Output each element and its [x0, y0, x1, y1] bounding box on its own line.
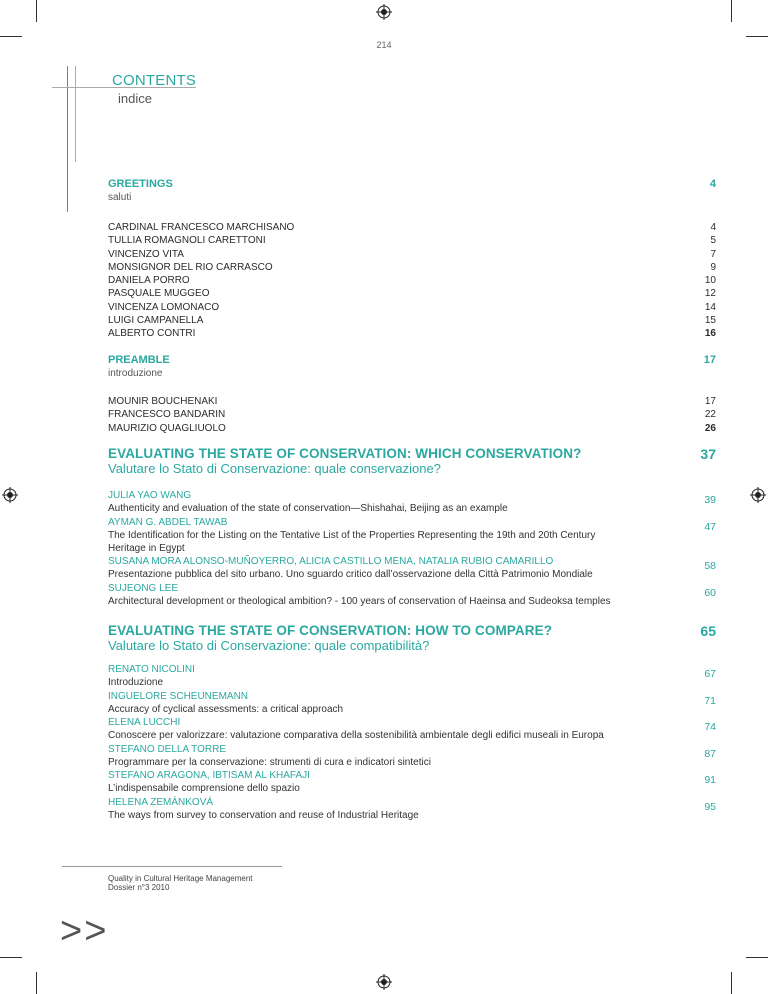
entry-name: PASQUALE MUGGEO: [108, 288, 210, 300]
footer-journal: Quality in Cultural Heritage Management: [108, 874, 253, 883]
contents-subtitle: indice: [118, 91, 152, 106]
entry-title: Conoscere per valorizzare: valutazione comparativa della sostenibilità ambientale degli edifici museali in Europa: [108, 730, 604, 741]
paper-entry: [108, 796, 716, 822]
entry-page: 67: [704, 668, 716, 680]
registration-mark-icon: [376, 4, 392, 20]
paper-entry: [108, 743, 716, 769]
entry-page: 16: [704, 328, 716, 340]
paper-entry: [108, 769, 716, 795]
registration-mark-icon: [2, 487, 18, 503]
entry-title: The Identification for the Listing on the Tentative List of the Properties Representing the 19th and 20th Century: [108, 529, 596, 541]
entry-page: 4: [710, 222, 716, 233]
entry-title: The ways from survey to conservation and reuse of Industrial Heritage: [108, 809, 419, 821]
registration-mark-icon: [376, 974, 392, 990]
section-subtitle: introduzione: [108, 368, 163, 379]
footer-dossier: Dossier n°3 2010: [108, 883, 170, 892]
registration-mark-icon: [750, 487, 766, 503]
entry-title: Architectural development or theological ambition? - 100 years of conservation of Haeinsa and Sudeoksa temples: [108, 595, 611, 607]
section-title: EVALUATING THE STATE OF CONSERVATION: HOW TO COMPARE?: [108, 623, 553, 638]
section-page: 65: [700, 623, 716, 639]
entry-page: 9: [710, 261, 716, 273]
entry-page: 26: [704, 422, 716, 434]
entry-title: Accuracy of cyclical assessments: a critical approach: [108, 703, 344, 715]
entry-name: VINCENZO VITA: [108, 248, 184, 260]
entry-page: 58: [704, 560, 716, 572]
crop-mark: [746, 957, 768, 958]
footer-rule: [62, 866, 282, 867]
entry-name: CARDINAL FRANCESCO MARCHISANO: [108, 222, 295, 233]
entry-name: DANIELA PORRO: [108, 275, 190, 287]
crop-mark: [746, 36, 768, 37]
entry-page: 91: [704, 774, 716, 786]
entry-page: 39: [704, 494, 716, 506]
entry-page: 15: [704, 315, 716, 327]
paper-entry: [108, 716, 716, 742]
compare-section: [108, 623, 716, 653]
section-title: GREETINGS: [108, 178, 173, 190]
entry-name: LUIGI CAMPANELLA: [108, 315, 204, 327]
paper-entry: [108, 690, 716, 716]
entry-name: ALBERTO CONTRI: [108, 328, 196, 340]
crop-mark: [731, 972, 732, 994]
section-page: 37: [700, 446, 716, 462]
entry-page: 5: [710, 235, 716, 247]
entry-page: 71: [704, 694, 716, 707]
paper-entry: [108, 663, 716, 689]
entry-page: 17: [704, 396, 716, 407]
entry-page: 14: [704, 301, 716, 313]
entry-page: 10: [704, 275, 716, 287]
entry-author: AYMAN G. ABDEL TAWAB: [108, 516, 228, 528]
header-vline-inner: [75, 66, 76, 162]
page-number: 214: [376, 40, 392, 50]
entry-author: STEFANO DELLA TORRE: [108, 743, 227, 755]
entry-page: 7: [710, 248, 716, 260]
entry-title: L’indispensabile comprensione dello spazio: [108, 783, 300, 794]
section-page: 17: [703, 354, 716, 366]
entry-author: HELENA ZEMÁNKOVÁ: [108, 796, 214, 808]
entry-author: SUJEONG LEE: [108, 582, 179, 594]
which-entries: [108, 489, 716, 614]
entry-name: TULLIA ROMAGNOLI CARETTONI: [108, 235, 266, 247]
entry-name: MONSIGNOR DEL RIO CARRASCO: [108, 261, 273, 273]
crop-mark: [36, 972, 37, 994]
compare-entries: [108, 663, 716, 833]
entry-name: MOUNIR BOUCHENAKI: [108, 396, 218, 407]
which-section: [108, 446, 716, 476]
entry-page: 12: [704, 288, 716, 300]
section-title: PREAMBLE: [108, 354, 170, 366]
entry-author: STEFANO ARAGONA, IBTISAM AL KHAFAJI: [108, 770, 310, 781]
entry-page: 87: [704, 747, 716, 760]
paper-entry: [108, 489, 716, 515]
crop-mark: [731, 0, 732, 22]
paper-entry: [108, 582, 716, 608]
crop-mark: [36, 0, 37, 22]
paper-entry: [108, 555, 716, 581]
entry-author: ELENA LUCCHI: [108, 717, 181, 728]
section-page: 4: [709, 178, 716, 190]
entry-author: SUSANA MORA ALONSO-MUÑOYERRO, ALICIA CASTILLO MENA, NATALIA RUBIO CAMARILLO: [108, 556, 554, 567]
entry-name: FRANCESCO BANDARIN: [108, 409, 226, 421]
section-subtitle: Valutare lo Stato di Conservazione: quale compatibilità?: [108, 638, 430, 653]
entry-author: RENATO NICOLINI: [108, 664, 195, 675]
entry-title: Authenticity and evaluation of the state of conservation—Shishahai, Beijing as an example: [108, 503, 508, 514]
entry-title: Programmare per la conservazione: strumenti di cura e indicatori sintetici: [108, 756, 431, 768]
entry-page: 47: [704, 520, 716, 533]
entry-name: MAURIZIO QUAGLIUOLO: [108, 422, 226, 434]
entry-page: 60: [704, 586, 716, 599]
crop-mark: [0, 957, 22, 958]
section-subtitle: Valutare lo Stato di Conservazione: quale conservazione?: [108, 461, 441, 476]
entry-page: 95: [704, 800, 716, 813]
arrows-icon: >>: [60, 910, 109, 952]
entry-title: Presentazione pubblica del sito urbano. Uno sguardo critico dall’osservazione della Città Patrimonio Mondiale: [108, 569, 593, 580]
preamble-section: [108, 354, 716, 379]
entry-author: JULIA YAO WANG: [108, 490, 192, 501]
section-subtitle: saluti: [108, 192, 132, 203]
entry-page: 22: [704, 409, 716, 421]
entry-name: VINCENZA LOMONACO: [108, 301, 220, 313]
greetings-section: [108, 178, 716, 203]
section-title: EVALUATING THE STATE OF CONSERVATION: WHICH CONSERVATION?: [108, 446, 582, 461]
entry-author: INGUELORE SCHEUNEMANN: [108, 690, 249, 702]
paper-entry: [108, 516, 716, 555]
crop-mark: [0, 36, 22, 37]
entry-title-cont: Heritage in Egypt: [108, 542, 185, 554]
contents-title: CONTENTS: [112, 72, 197, 89]
entry-page: 74: [704, 721, 716, 733]
entry-title: Introduzione: [108, 677, 164, 688]
